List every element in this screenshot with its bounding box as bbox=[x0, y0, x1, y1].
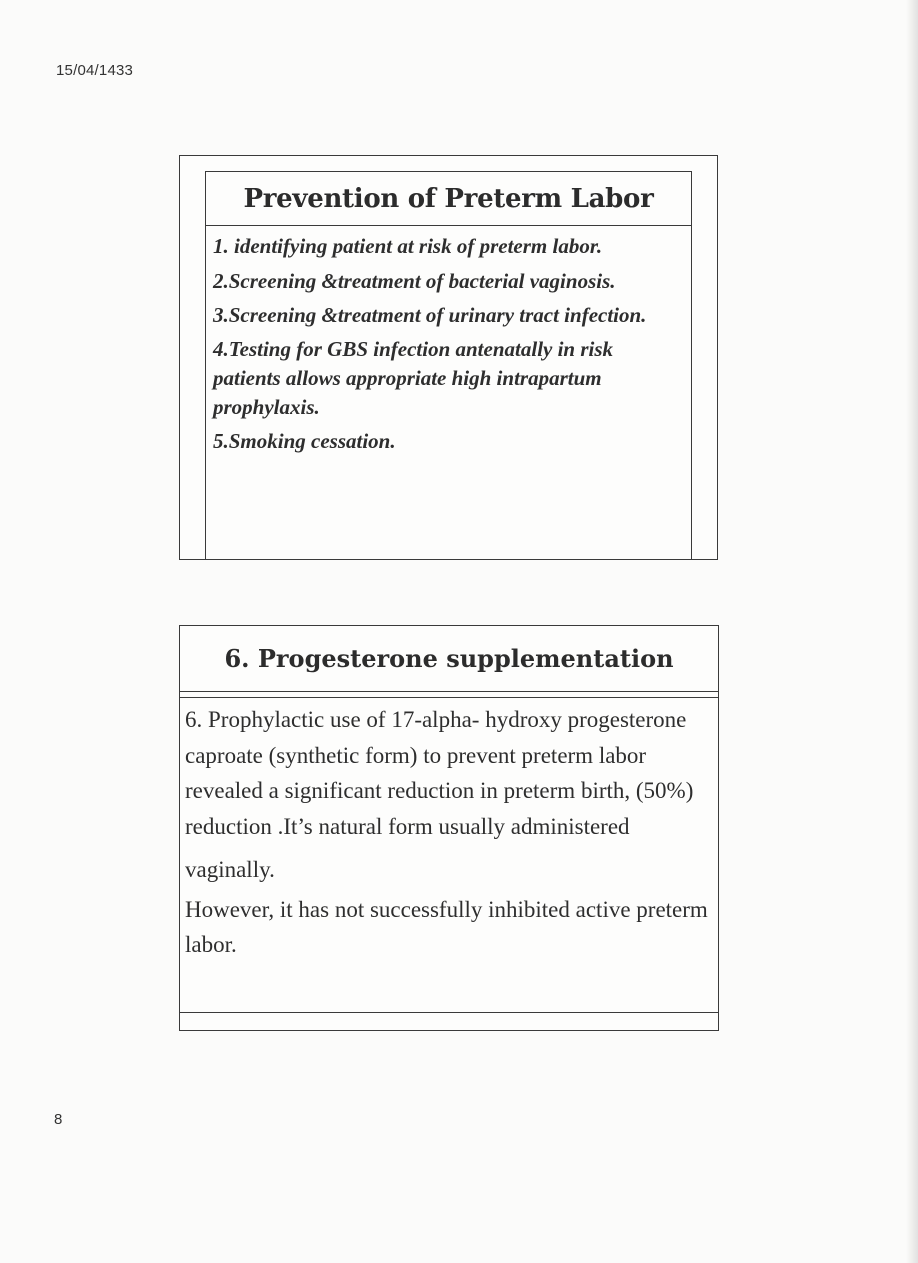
body-paragraph: However, it has not successfully inhibited active preterm labor. bbox=[185, 896, 708, 957]
list-item: 5.Smoking cessation. bbox=[213, 429, 396, 453]
slide-title: 6. Progesterone supplementation bbox=[180, 626, 718, 692]
header-date: 15/04/1433 bbox=[56, 62, 134, 79]
list-item: 2.Screening &treatment of bacterial vaginosis. bbox=[213, 269, 616, 293]
page-edge-shadow bbox=[906, 0, 918, 1263]
list-item: 1. identifying patient at risk of preterm labor. bbox=[213, 234, 603, 258]
bottom-divider bbox=[180, 1012, 718, 1013]
body-paragraph bbox=[185, 702, 715, 888]
slide-prevention-of-preterm-labor bbox=[179, 155, 718, 560]
body-paragraph-text: 6. Prophylactic use of 17-alpha- hydroxy progesterone caproate (synthetic form) to prevent preterm labor revealed a significant reduction in preterm birth, (50%) reduction .It’s natural form usually administered bbox=[185, 707, 694, 839]
slide-title: Prevention of Preterm Labor bbox=[206, 172, 691, 226]
list-item: 3.Screening &treatment of urinary tract infection. bbox=[213, 303, 647, 327]
slide-content-frame bbox=[205, 171, 692, 560]
prevention-list bbox=[206, 226, 691, 456]
list-item: 4.Testing for GBS infection antenatally in risk patients allows appropriate high intrapartum prophylaxis. bbox=[213, 337, 614, 419]
slide-body bbox=[185, 702, 715, 963]
body-paragraph-end: vaginally. bbox=[185, 857, 275, 882]
slide-progesterone-supplementation bbox=[179, 625, 719, 1031]
title-divider bbox=[180, 697, 718, 698]
page-number: 8 bbox=[54, 1111, 63, 1128]
